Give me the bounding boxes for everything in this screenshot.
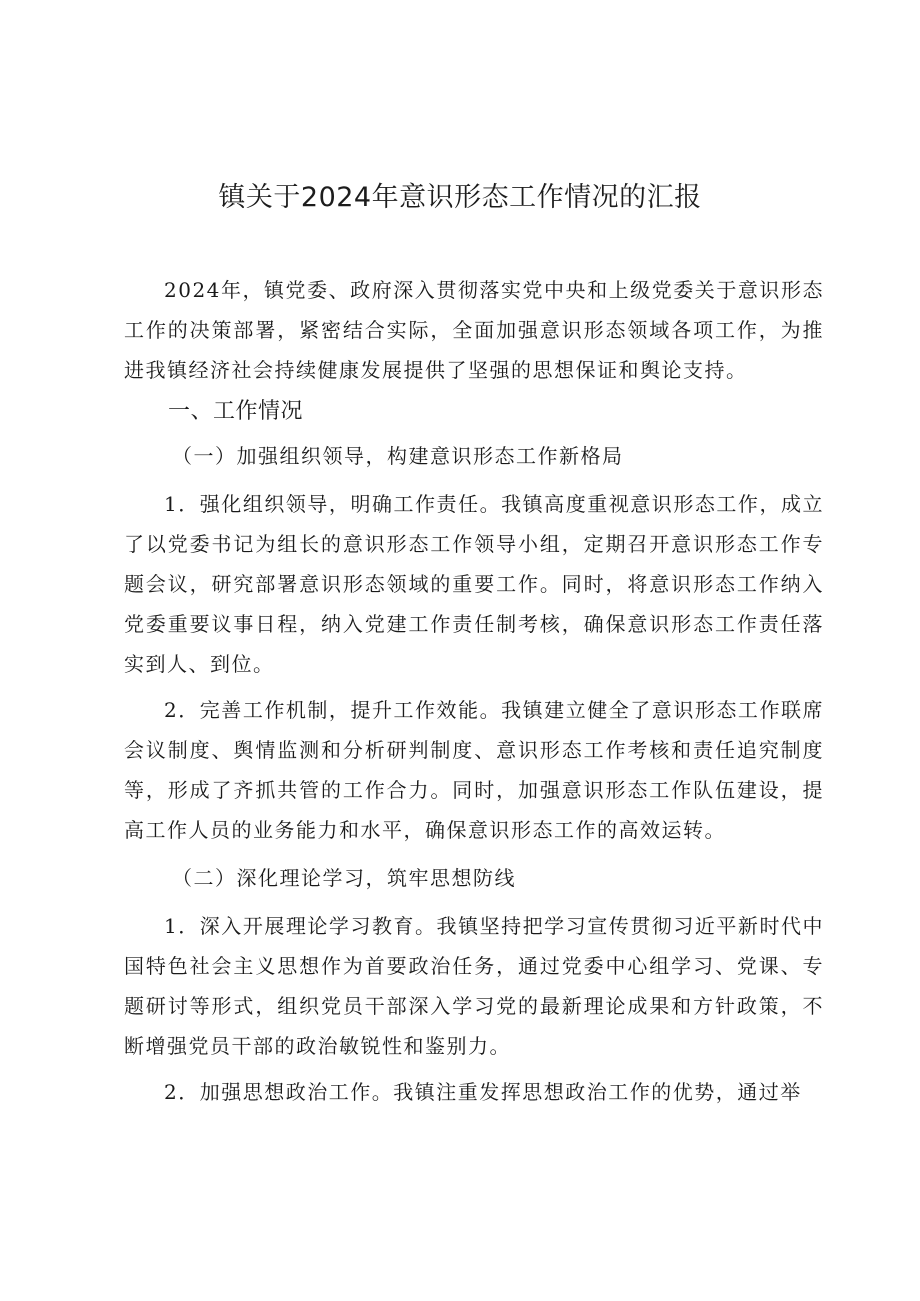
paragraph-theory-education: 1．深入开展理论学习教育。我镇坚持把学习宣传贯彻习近平新时代中国特色社会主义思想作为首要政治任务，通过党委中心组学习、党课、专题研讨等形式，组织党员干部深入学习党的最新理论成果和方针政策，不断增强党员干部的政治敏锐性和鉴别力。 xyxy=(124,914,824,1058)
paragraph-strengthen-leadership: 1．强化组织领导，明确工作责任。我镇高度重视意识形态工作，成立了以党委书记为组长的意识形态工作领导小组，定期召开意识形态工作专题会议，研究部署意识形态领域的重要工作。同时，将意识形态工作纳入党委重要议事日程，纳入党建工作责任制考核，确保意识形态工作责任落实到人、到位。 xyxy=(124,492,824,676)
document-title: 镇关于2024年意识形态工作情况的汇报 xyxy=(218,182,702,213)
subsection-heading-organization: （一）加强组织领导，构建意识形态工作新格局 xyxy=(172,444,624,468)
paragraph-ideological-work: 2．加强思想政治工作。我镇注重发挥思想政治工作的优势，通过举 xyxy=(164,1080,802,1104)
section-heading-work-status: 一、工作情况 xyxy=(168,399,304,424)
intro-paragraph: 2024年，镇党委、政府深入贯彻落实党中央和上级党委关于意识形态工作的决策部署，紧密结合实际，全面加强意识形态领域各项工作，为推进我镇经济社会持续健康发展提供了坚强的思想保证和舆论支持。 xyxy=(124,278,824,382)
paragraph-improve-mechanism: 2．完善工作机制，提升工作效能。我镇建立健全了意识形态工作联席会议制度、舆情监测和分析研判制度、意识形态工作考核和责任追究制度等，形成了齐抓共管的工作合力。同时，加强意识形态工作队伍建设，提高工作人员的业务能力和水平，确保意识形态工作的高效运转。 xyxy=(124,698,824,842)
subsection-heading-theory-study: （二）深化理论学习，筑牢思想防线 xyxy=(172,866,516,890)
document-body xyxy=(124,270,824,1112)
